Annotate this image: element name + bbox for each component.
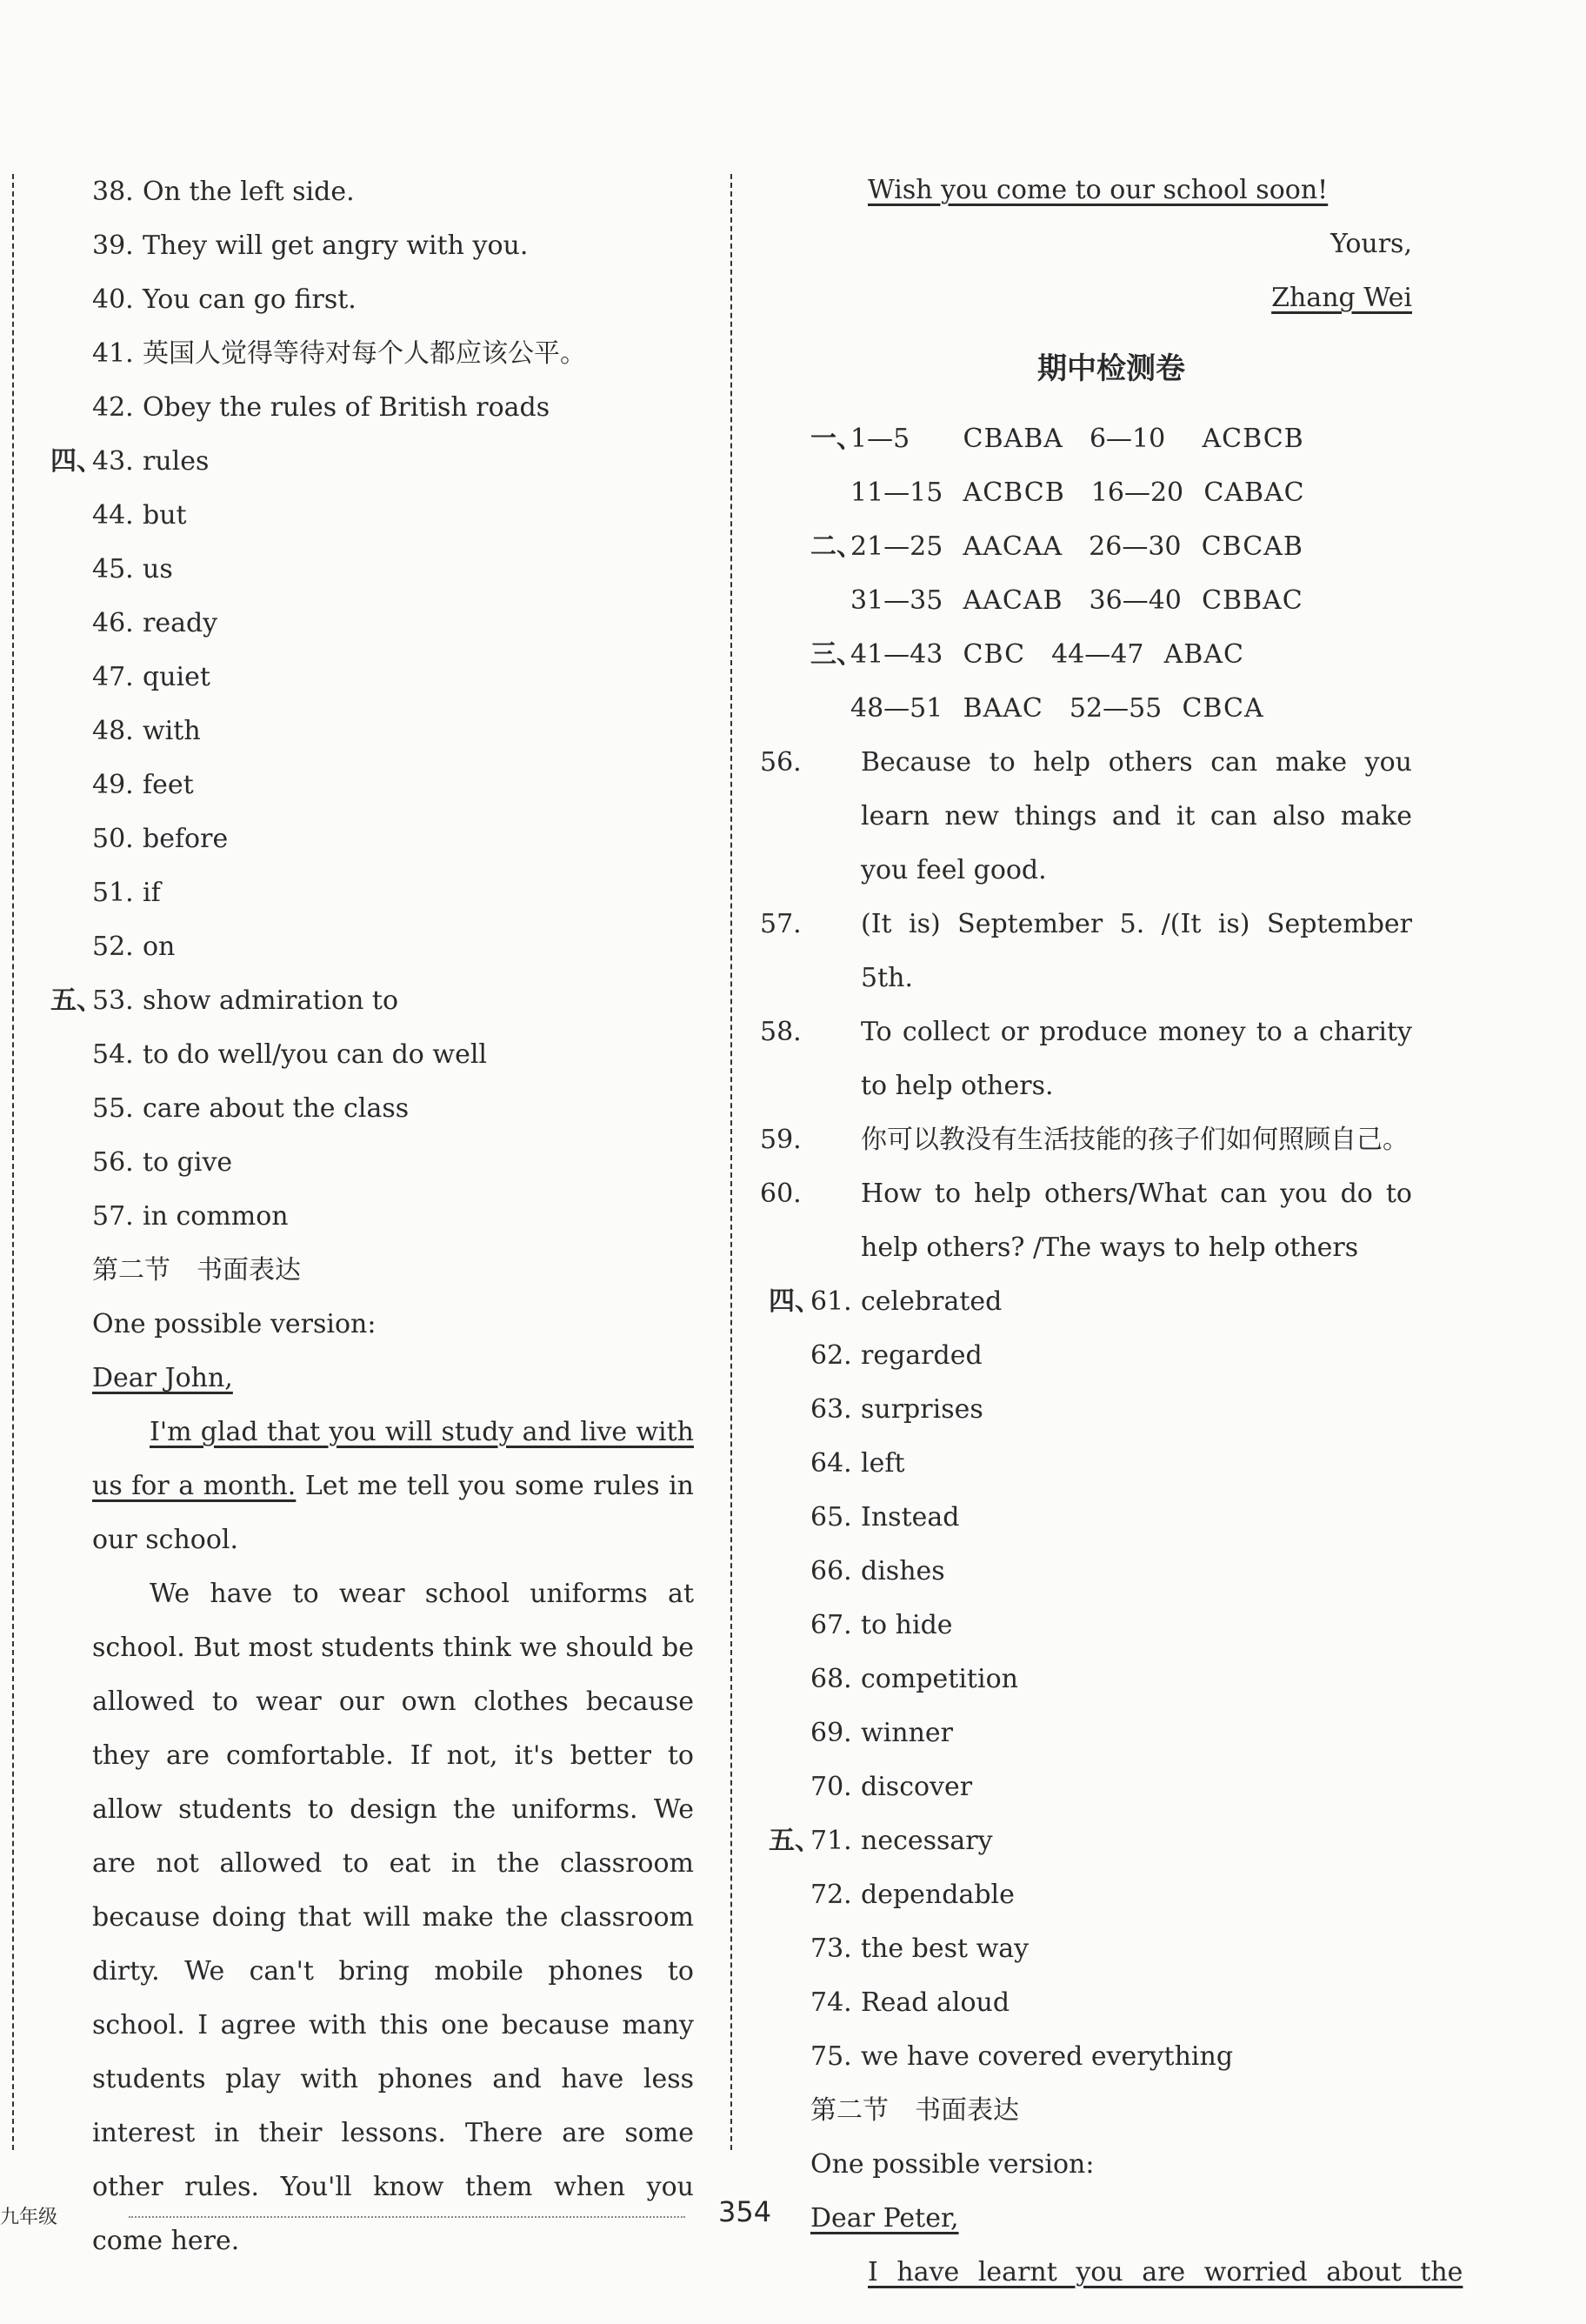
- answer-number: 50.: [92, 824, 134, 854]
- question-range: 11—15: [850, 477, 943, 508]
- choice-group: [850, 574, 1063, 628]
- answer-number: 56.: [92, 1147, 134, 1178]
- right-items-e: [769, 1814, 1412, 2084]
- right-version-label: One possible version:: [810, 2149, 1095, 2180]
- answer-item: [92, 651, 694, 705]
- choice-answers-text: BAAC: [963, 693, 1043, 724]
- answer-item: [92, 597, 694, 651]
- answer-item: [92, 543, 694, 597]
- choice-group: [1070, 682, 1264, 736]
- answer-item: [810, 1383, 1412, 1437]
- section-label: 四、: [50, 446, 103, 477]
- answer-item: [92, 1028, 694, 1082]
- answer-number: 40.: [92, 284, 134, 315]
- choice-answers-text: CBC: [963, 639, 1026, 670]
- answer-text: quiet: [143, 662, 210, 692]
- choice-answers-text: AACAA: [963, 531, 1063, 562]
- left-paragraph-1: [92, 1406, 694, 1567]
- answer-text: care about the class: [143, 1093, 410, 1124]
- answer-number: 62.: [810, 1340, 852, 1371]
- section-label: 一、: [810, 424, 863, 454]
- exam-title: 期中检测卷: [1037, 351, 1185, 386]
- answer-text: to give: [143, 1147, 233, 1178]
- page-footer: [0, 2192, 1586, 2235]
- answer-number: 64.: [810, 1448, 852, 1479]
- answer-number: 52.: [92, 932, 134, 962]
- question-range: 36—40: [1089, 585, 1182, 616]
- footer-dotted-line: [129, 2216, 685, 2218]
- answer-item: [810, 1599, 1412, 1653]
- answer-item: [92, 1190, 694, 1244]
- question-range: 26—30: [1089, 531, 1182, 562]
- choice-row: [810, 682, 1412, 736]
- answer-item: [810, 1706, 1412, 1760]
- q60-answer: [760, 1167, 1412, 1275]
- answer-text: Read aloud: [861, 1987, 1010, 2018]
- answer-number: 47.: [92, 662, 134, 692]
- answer-item: [810, 1760, 1412, 1814]
- q-number: 56.: [760, 747, 802, 778]
- answer-item: [92, 758, 694, 812]
- answer-number: 38.: [92, 177, 134, 207]
- answer-text: in common: [143, 1201, 289, 1232]
- right-salutation: Dear Peter,: [810, 2203, 959, 2234]
- answer-item: [92, 327, 694, 381]
- right-column: [760, 164, 1463, 2300]
- answer-text: surprises: [861, 1394, 983, 1425]
- answer-number: 42.: [92, 392, 134, 423]
- q-text: Because to help others can make you learn new things and it can also make you feel good.: [861, 747, 1412, 885]
- section-label: 四、: [769, 1286, 821, 1317]
- choice-answers-text: ACBCB: [963, 477, 1065, 508]
- choice-answers-text: ACBCB: [1202, 424, 1304, 454]
- answer-item: [92, 705, 694, 758]
- question-range: 21—25: [850, 531, 943, 562]
- section-label: 五、: [50, 985, 103, 1016]
- answer-item: [810, 1976, 1412, 2030]
- answer-text: They will get angry with you.: [143, 230, 529, 261]
- answer-text: Obey the rules of British roads: [143, 392, 550, 423]
- answer-item: [50, 974, 694, 1028]
- answer-number: 44.: [92, 500, 134, 531]
- left-items-a: [92, 165, 694, 435]
- answer-number: 66.: [810, 1556, 852, 1586]
- left-paragraph-2: We have to wear school uniforms at school. But most students think we should be allowed to wear our own clothes because they are comfortable. If not, it's better to allow students to design the uniforms. We are not allowed to eat in the classroom because doing that will make the classroom dirty. We can't bring mobile phones to school. I agree with this one because many students play with phones and have less interest in their lessons. There are some other rules. You'll know them when you come here.: [92, 1579, 694, 2256]
- q-text: To collect or produce money to a charity to help others.: [861, 1017, 1412, 1101]
- q-text: 你可以教没有生活技能的孩子们如何照顾自己。: [861, 1125, 1409, 1155]
- answer-item: [92, 1136, 694, 1190]
- answer-number: 72.: [810, 1880, 852, 1910]
- choice-answers-text: CBCAB: [1201, 531, 1303, 562]
- answer-number: 53.: [92, 985, 134, 1016]
- answer-item: [810, 1491, 1412, 1545]
- choice-row: [810, 574, 1412, 628]
- answer-number: 70.: [810, 1772, 852, 1802]
- answer-text: You can go first.: [143, 284, 357, 315]
- answer-text: ready: [143, 608, 218, 638]
- answer-item: [92, 489, 694, 543]
- answer-text: competition: [861, 1664, 1018, 1694]
- choice-answers-text: CABAC: [1203, 477, 1305, 508]
- question-range: 1—5: [850, 424, 910, 454]
- answer-number: 65.: [810, 1502, 852, 1533]
- answer-item: [810, 1329, 1412, 1383]
- answer-text: dishes: [861, 1556, 945, 1586]
- answer-text: Instead: [861, 1502, 960, 1533]
- center-cut-line: [730, 174, 732, 2150]
- q-number: 57.: [760, 909, 802, 939]
- choice-group: [1089, 520, 1303, 574]
- answer-number: 41.: [92, 338, 134, 369]
- answer-text: left: [861, 1448, 905, 1479]
- answer-number: 67.: [810, 1610, 852, 1640]
- answer-text: with: [143, 716, 201, 746]
- choice-group: [1091, 466, 1305, 520]
- answer-item: [810, 1437, 1412, 1491]
- answer-item: [92, 219, 694, 273]
- answer-text: rules: [143, 446, 210, 477]
- answer-text: show admiration to: [143, 985, 399, 1016]
- choice-answers-text: ABAC: [1163, 639, 1244, 670]
- choice-group: [850, 412, 1063, 466]
- answer-number: 48.: [92, 716, 134, 746]
- answer-text: feet: [143, 770, 194, 800]
- answer-number: 55.: [92, 1093, 134, 1124]
- right-closing-line: Wish you come to our school soon!: [868, 175, 1329, 205]
- question-range: 52—55: [1069, 693, 1163, 724]
- left-items-b: [50, 435, 694, 974]
- answer-item: [50, 435, 694, 489]
- question-range: 6—10: [1089, 424, 1166, 454]
- answer-item: [810, 1653, 1412, 1706]
- choice-answers: [810, 412, 1412, 736]
- answer-number: 61.: [810, 1286, 852, 1317]
- answer-text: celebrated: [861, 1286, 1003, 1317]
- left-p1-rest: Let me tell you some rules in our school.: [92, 1471, 694, 1555]
- section-label: 五、: [769, 1826, 821, 1856]
- q56-answer: [760, 736, 1412, 898]
- left-items-c: [50, 974, 694, 1244]
- choice-group: [850, 682, 1043, 736]
- left-cut-line: [12, 174, 14, 2150]
- answer-item: [769, 1275, 1412, 1329]
- right-signature: Zhang Wei: [1271, 283, 1412, 313]
- answer-number: 57.: [92, 1201, 134, 1232]
- choice-group: [850, 628, 1025, 682]
- answer-text: to do well/you can do well: [143, 1039, 488, 1070]
- q-number: 59.: [760, 1125, 802, 1155]
- answer-number: 69.: [810, 1718, 852, 1748]
- section-label: 三、: [810, 639, 863, 670]
- question-range: 44—47: [1051, 639, 1144, 670]
- left-section2-heading: 第二节 书面表达: [92, 1255, 301, 1286]
- answer-text: the best way: [861, 1933, 1030, 1964]
- choice-group: [850, 466, 1065, 520]
- answer-number: 63.: [810, 1394, 852, 1425]
- right-last-line: I have learnt you are worried about the: [868, 2257, 1463, 2287]
- q58-answer: [760, 1005, 1412, 1113]
- choice-row: [810, 520, 1412, 574]
- choice-group: [1051, 628, 1244, 682]
- section-label: 二、: [810, 531, 863, 562]
- answer-item: [92, 273, 694, 327]
- choice-group: [1090, 412, 1304, 466]
- choice-row: [810, 466, 1412, 520]
- choice-row: [810, 628, 1412, 682]
- answer-item: [810, 1922, 1412, 1976]
- q-text: How to help others/What can you do to help others? /The ways to help others: [861, 1179, 1412, 1263]
- answer-item: [92, 812, 694, 866]
- answer-item: [810, 2030, 1412, 2084]
- choice-answers-text: AACAB: [963, 585, 1063, 616]
- question-range: 31—35: [850, 585, 943, 616]
- answer-item: [92, 165, 694, 219]
- choice-group: [1090, 574, 1303, 628]
- answer-item: [92, 866, 694, 920]
- answer-number: 49.: [92, 770, 134, 800]
- answer-text: dependable: [861, 1880, 1015, 1910]
- choice-answers-text: CBABA: [963, 424, 1063, 454]
- answer-item: [92, 1082, 694, 1136]
- answer-text: 英国人觉得等待对每个人都应该公平。: [143, 338, 586, 369]
- answer-text: if: [143, 878, 161, 908]
- answer-text: but: [143, 500, 187, 531]
- answer-number: 45.: [92, 554, 134, 584]
- answer-text: us: [143, 554, 173, 584]
- left-column: [50, 165, 694, 2268]
- answer-number: 75.: [810, 2041, 852, 2072]
- right-section2-heading: 第二节 书面表达: [810, 2095, 1019, 2126]
- q-text: (It is) September 5. /(It is) September 5th.: [861, 909, 1412, 993]
- answer-text: necessary: [861, 1826, 993, 1856]
- choice-answers-text: CBBAC: [1202, 585, 1303, 616]
- choice-answers-text: CBCA: [1182, 693, 1264, 724]
- grade-label: 九年级: [0, 2207, 58, 2228]
- q-number: 60.: [760, 1179, 802, 1209]
- answer-item: [92, 920, 694, 974]
- q59-answer: [760, 1113, 1412, 1167]
- answer-text: we have covered everything: [861, 2041, 1234, 2072]
- answer-text: to hide: [861, 1610, 953, 1640]
- question-range: 41—43: [850, 639, 943, 670]
- answer-text: regarded: [861, 1340, 983, 1371]
- answer-item: [810, 1868, 1412, 1922]
- answer-item: [92, 381, 694, 435]
- choice-group: [850, 520, 1063, 574]
- q57-answer: [760, 898, 1412, 1005]
- answer-number: 43.: [92, 446, 134, 477]
- page-number: 354: [718, 2195, 772, 2228]
- q-number: 58.: [760, 1017, 802, 1047]
- answer-text: on: [143, 932, 176, 962]
- right-items-d: [769, 1275, 1412, 1814]
- left-p1-underlined: I'm glad that you will study and live with us for a month.: [92, 1417, 694, 1501]
- answer-number: 39.: [92, 230, 134, 261]
- answer-number: 46.: [92, 608, 134, 638]
- question-range: 48—51: [850, 693, 943, 724]
- choice-row: [810, 412, 1412, 466]
- answer-number: 68.: [810, 1664, 852, 1694]
- answer-item: [769, 1814, 1412, 1868]
- answer-number: 74.: [810, 1987, 852, 2018]
- left-version-label: One possible version:: [92, 1309, 377, 1339]
- right-yours: Yours,: [1330, 229, 1412, 259]
- answer-text: On the left side.: [143, 177, 355, 207]
- question-range: 16—20: [1090, 477, 1184, 508]
- answer-number: 73.: [810, 1933, 852, 1964]
- answer-number: 71.: [810, 1826, 852, 1856]
- answer-item: [810, 1545, 1412, 1599]
- answer-text: winner: [861, 1718, 954, 1748]
- answer-number: 51.: [92, 878, 134, 908]
- left-salutation: Dear John,: [92, 1363, 233, 1393]
- answer-text: discover: [861, 1772, 973, 1802]
- answer-text: before: [143, 824, 229, 854]
- answer-number: 54.: [92, 1039, 134, 1070]
